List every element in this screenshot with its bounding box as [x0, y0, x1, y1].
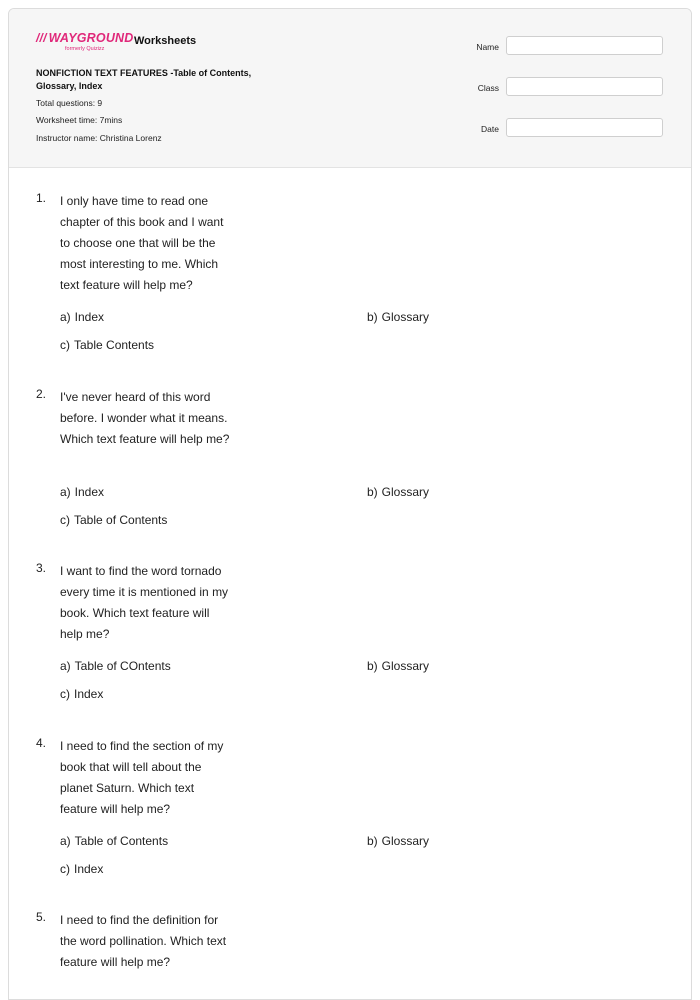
option-a[interactable]: [60, 659, 171, 673]
option-letter: a): [60, 834, 71, 848]
instructor-name: Instructor name: Christina Lorenz: [36, 133, 162, 143]
date-field[interactable]: [506, 118, 663, 137]
question-text: I need to find the definition for the word pollination. Which text feature will help me?: [60, 913, 227, 969]
option-a[interactable]: [60, 485, 104, 499]
option-b[interactable]: [367, 310, 429, 324]
option-text: Index: [74, 310, 105, 324]
option-letter: a): [60, 485, 71, 499]
question-number: 3.: [36, 561, 47, 575]
option-b[interactable]: [367, 485, 429, 499]
option-letter: a): [60, 659, 71, 673]
option-b[interactable]: [367, 659, 429, 673]
question-number: 4.: [36, 736, 47, 750]
option-letter: b): [367, 485, 378, 499]
worksheet-header: [9, 9, 691, 168]
name-label: Name: [476, 42, 499, 52]
option-text: Index: [74, 485, 105, 499]
option-letter: a): [60, 310, 71, 324]
brand-mark-icon: ///: [36, 31, 47, 45]
option-text: Index: [74, 862, 104, 876]
question-text: I want to find the word tornado every time it is mentioned in my book. Which text feature will help me?: [60, 564, 229, 641]
option-text: Glossary: [381, 659, 430, 673]
worksheet-title: NONFICTION TEXT FEATURES -Table of Contents, Glossary, Index: [36, 68, 252, 91]
option-b[interactable]: [367, 834, 429, 848]
brand-name: WAYGROUND: [48, 31, 134, 45]
option-text: Table of COntents: [74, 659, 171, 673]
option-letter: c): [60, 687, 70, 701]
option-text: Glossary: [381, 485, 430, 499]
class-field[interactable]: [506, 77, 663, 96]
brand-logo: [36, 31, 134, 45]
worksheet-time: Worksheet time: 7mins: [36, 115, 123, 125]
option-c[interactable]: [60, 513, 167, 527]
option-a[interactable]: [60, 834, 168, 848]
question-text: I've never heard of this word before. I wonder what it means. Which text feature will help me?: [60, 390, 230, 446]
product-name: Worksheets: [134, 35, 197, 47]
option-letter: b): [367, 834, 378, 848]
option-text: Glossary: [381, 834, 430, 848]
option-c[interactable]: [60, 687, 103, 701]
question-text: I need to find the section of my book that will tell about the planet Saturn. Which text feature will help me?: [60, 739, 224, 816]
option-letter: c): [60, 862, 70, 876]
option-text: Index: [74, 687, 104, 701]
brand-tagline: formerly Quizizz: [65, 46, 105, 52]
total-questions: Total questions: 9: [36, 98, 103, 108]
option-text: Glossary: [381, 310, 430, 324]
option-letter: b): [367, 659, 378, 673]
date-label: Date: [481, 124, 499, 134]
question-number: 5.: [36, 910, 47, 924]
option-text: Table of Contents: [74, 513, 168, 527]
question-text: I only have time to read one chapter of this book and I want to choose one that will be the most interesting to me. Which text feature will help me?: [60, 194, 224, 292]
class-label: Class: [477, 83, 499, 93]
option-text: Table of Contents: [74, 834, 169, 848]
name-field[interactable]: [506, 36, 663, 55]
question-number: 2.: [36, 387, 47, 401]
option-letter: c): [60, 338, 70, 352]
option-text: Table Contents: [74, 338, 155, 352]
worksheet: [8, 8, 692, 1000]
question-number: 1.: [36, 191, 47, 205]
option-c[interactable]: [60, 338, 154, 352]
option-letter: c): [60, 513, 70, 527]
option-c[interactable]: [60, 862, 103, 876]
option-a[interactable]: [60, 310, 104, 324]
option-letter: b): [367, 310, 378, 324]
